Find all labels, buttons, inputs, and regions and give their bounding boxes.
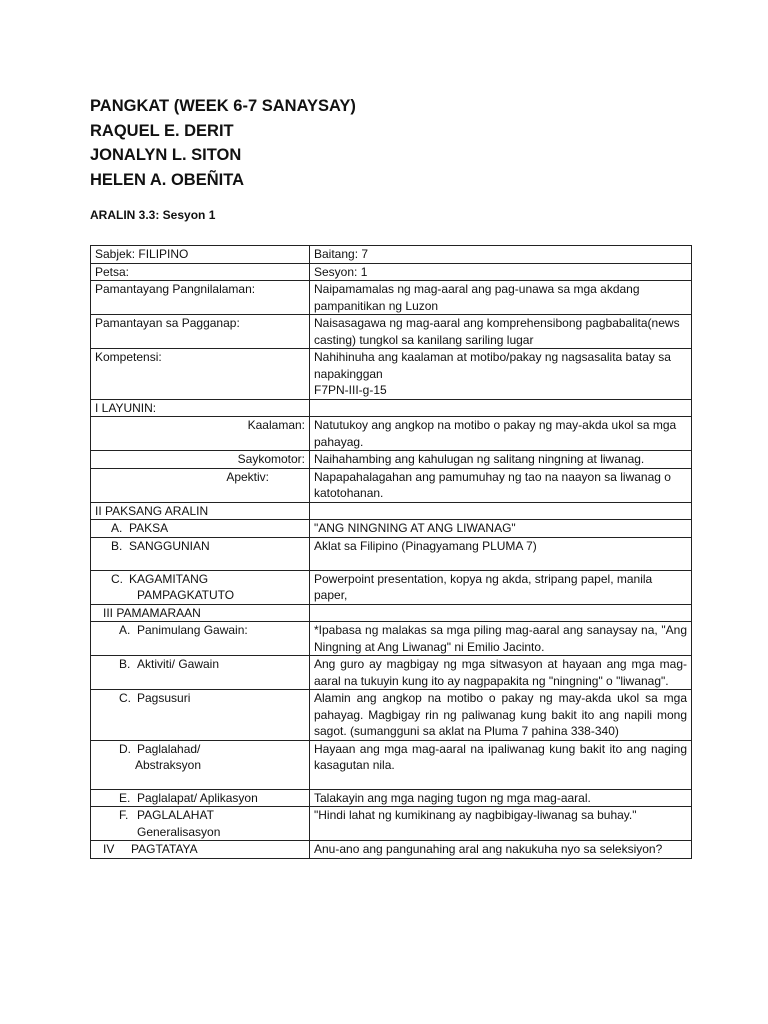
table-row <box>91 349 692 400</box>
content-standard-label: Pamantayang Pangnilalaman: <box>91 281 310 315</box>
empty-cell <box>310 399 692 417</box>
table-row <box>91 789 692 807</box>
table-row <box>91 451 692 469</box>
table-row <box>91 740 692 789</box>
competency-code: F7PN-III-g-15 <box>314 383 387 397</box>
group-title: PANGKAT (WEEK 6-7 SANAYSAY) <box>90 97 356 115</box>
competency-label: Kompetensi: <box>91 349 310 400</box>
analysis-value: Alamin ang angkop na motibo o pakay ng may-akda ukol sa mga pahayag. Magbigay rin ng paliwanag kung bakit ito ang napili mong sagot. (sumangguni sa aklat na Pluma 7 pahina 338-340) <box>310 690 692 741</box>
affective-label: Apektiv: <box>91 468 310 502</box>
table-row <box>91 468 692 502</box>
activity-label: B. Aktiviti/ Gawain <box>91 656 310 690</box>
objectives-heading: I LAYUNIN: <box>91 399 310 417</box>
table-row <box>91 263 692 281</box>
competency-value: Nahihinuha ang kaalaman at motibo/pakay ng nagsasalita batay sa napakinggan <box>314 350 671 381</box>
author-name: RAQUEL E. DERIT <box>90 121 234 140</box>
table-row <box>91 570 692 604</box>
analysis-label: C. Pagsusuri <box>91 690 310 741</box>
generalization-label: F. PAGLALAHAT Generalisasyon <box>91 807 310 841</box>
author-name: HELEN A. OBEÑITA <box>90 170 245 189</box>
materials-label: C. KAGAMITANG PAMPAGKATUTO <box>91 570 310 604</box>
table-row <box>91 399 692 417</box>
table-row <box>91 502 692 520</box>
table-row <box>91 690 692 741</box>
evaluation-label: IV PAGTATAYA <box>91 841 310 859</box>
activity-value: Ang guro ay magbigay ng mga sitwasyon at hayaan ang mga mag-aaral na tukuyin kung ito ay nagpapakita ng "ningning" o "liwanag". <box>310 656 692 690</box>
motivation-value: *Ipabasa ng malakas sa mga piling mag-aaral ang sanaysay na, "Ang Ningning at Ang Liwanag" ni Emilio Jacinto. <box>310 622 692 656</box>
subject-cell: Sabjek: FILIPINO <box>91 246 310 264</box>
table-row <box>91 656 692 690</box>
reference-label: B. SANGGUNIAN <box>91 537 310 570</box>
procedure-heading: III PAMAMARAAN <box>91 604 310 622</box>
motivation-label: A. Panimulang Gawain: <box>91 622 310 656</box>
psychomotor-value: Naihahambing ang kahulugan ng salitang ningning at liwanag. <box>310 451 692 469</box>
table-row <box>91 246 692 264</box>
table-row <box>91 841 692 859</box>
table-row <box>91 537 692 570</box>
performance-standard-value: Naisasagawa ng mag-aaral ang komprehensibong pagbabalita(news casting) tungkol sa kanilang sariling lugar <box>310 315 692 349</box>
topic-label: A. PAKSA <box>91 520 310 538</box>
application-value: Talakayin ang mga naging tugon ng mga mag-aaral. <box>310 789 692 807</box>
materials-value: Powerpoint presentation, kopya ng akda, stripang papel, manila paper, <box>310 570 692 604</box>
empty-cell <box>310 604 692 622</box>
abstraction-value: Hayaan ang mga mag-aaral na ipaliwanag kung bakit ito ang naging kasagutan nila. <box>310 740 692 789</box>
application-label: E. Paglalapat/ Aplikasyon <box>91 789 310 807</box>
affective-value: Napapahalagahan ang pamumuhay ng tao na naayon sa liwanag o katotohanan. <box>310 468 692 502</box>
table-row <box>91 281 692 315</box>
abstraction-label: D. Paglalahad/ Abstraksyon <box>91 740 310 789</box>
session-cell: Sesyon: 1 <box>310 263 692 281</box>
document-header <box>90 94 356 192</box>
psychomotor-label: Saykomotor: <box>91 451 310 469</box>
table-row <box>91 807 692 841</box>
table-row <box>91 622 692 656</box>
reference-value: Aklat sa Filipino (Pinagyamang PLUMA 7) <box>310 537 692 570</box>
table-row <box>91 417 692 451</box>
lesson-plan-table <box>90 245 692 859</box>
empty-cell <box>310 502 692 520</box>
performance-standard-label: Pamantayan sa Pagganap: <box>91 315 310 349</box>
table-row <box>91 315 692 349</box>
subject-matter-heading: II PAKSANG ARALIN <box>91 502 310 520</box>
competency-cell <box>310 349 692 400</box>
grade-cell: Baitang: 7 <box>310 246 692 264</box>
table-row <box>91 520 692 538</box>
evaluation-value: Anu-ano ang pangunahing aral ang nakukuha nyo sa seleksiyon? <box>310 841 692 859</box>
content-standard-value: Naipamamalas ng mag-aaral ang pag-unawa sa mga akdang pampanitikan ng Luzon <box>310 281 692 315</box>
knowledge-label: Kaalaman: <box>91 417 310 451</box>
topic-value: "ANG NINGNING AT ANG LIWANAG" <box>310 520 692 538</box>
author-name: JONALYN L. SITON <box>90 146 242 164</box>
knowledge-value: Natutukoy ang angkop na motibo o pakay ng may-akda ukol sa mga pahayag. <box>310 417 692 451</box>
lesson-heading: ARALIN 3.3: Sesyon 1 <box>90 208 216 222</box>
date-cell: Petsa: <box>91 263 310 281</box>
generalization-value: "Hindi lahat ng kumikinang ay nagbibigay-liwanag sa buhay." <box>310 807 692 841</box>
table-row <box>91 604 692 622</box>
